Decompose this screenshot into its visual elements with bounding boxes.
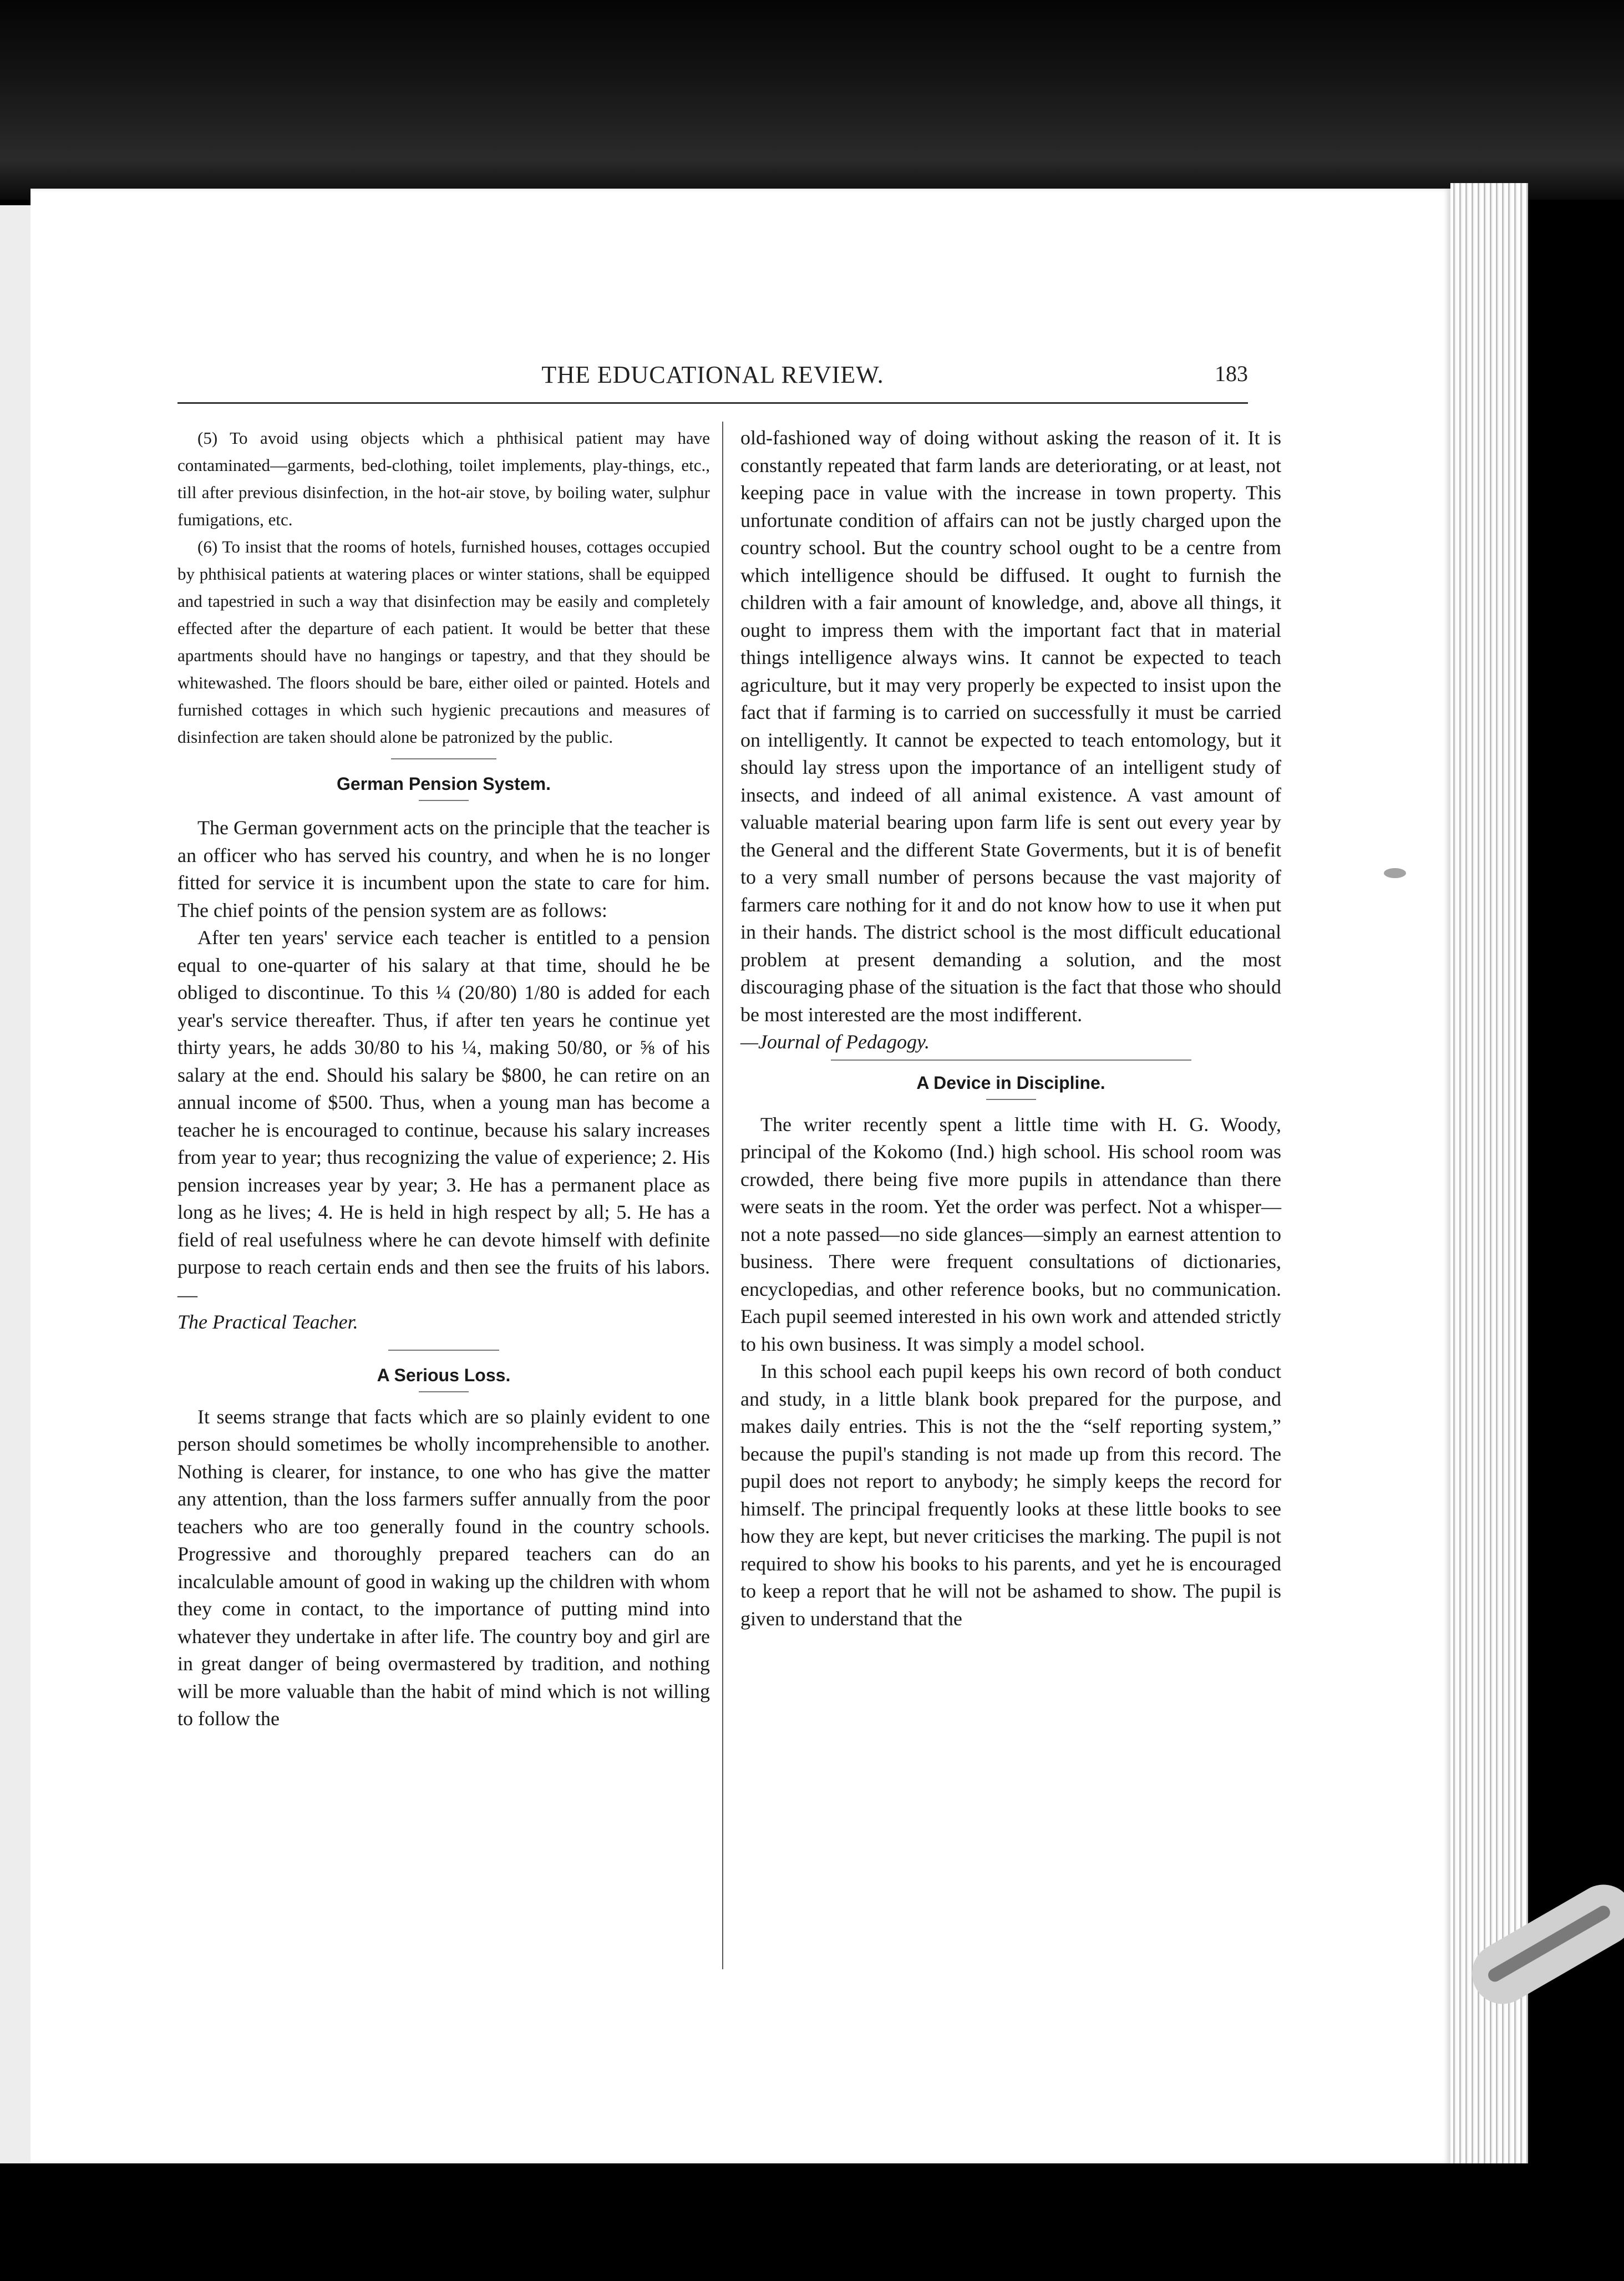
device-paragraph-1: The writer recently spent a little time with H. G. Woody, principal of the Kokomo (Ind.) high school. His school room was crowded, there being five more pupils in attendance than there were seats in the room. Yet the order was perfect. Not a whisper—not a note passed—no side glances—simply an earnest attention to business. There were frequent consultations of dictionaries, encyclopedias, and other reference books, but no communication. Each pupil seemed interested in his own work and attended strictly to his own business. It was simply a model school. [740, 1113, 1281, 1355]
section-rule [831, 1060, 1191, 1061]
loss-paragraph-1: It seems strange that facts which are so plainly evident to one person should sometimes be wholly incomprehensible to another. Nothing is clearer, for instance, to one who has give the matter any attention, than the loss farmers suffer annually from the poor teachers who are too generally found in the country schools. Progressive and thoroughly prepared teachers can do an incalculable amount of good in waking up the children with whom they come in contact, to the importance of putting mind into whatever they undertake in after life. The country boy and girl are in great danger of being overmastered by tradition, and nothing will be more valuable than the habit of mind which is not willing to follow the [177, 1405, 710, 1730]
running-header [177, 361, 1248, 394]
heading-underline [986, 1099, 1036, 1100]
paragraph-5: (5) To avoid using objects which a phthisical patient may have contaminated—garments, bed-clothing, toilet implements, play-things, etc., till after previous disinfection, in the hot-air stove, by boiling water, sulphur fumigations, etc. [177, 428, 710, 529]
loss-paragraph-2: old-fashioned way of doing without asking the reason of it. It is constantly repeated that farm lands are deteriorating, or at least, not keeping pace in value with the increase in town property. This unfortunate condition of affairs can not be justly charged upon the country school. But the country school ought to be a centre from which intelligence should be diffused. It ought to furnish the children with a fair amount of knowledge, and, above all things, it ought to impress them with the important fact that in material things intelligence always wins. It cannot be expected to teach agriculture, but it may very properly be expected to insist upon the fact that if farming is to carried on successfully it must be carried on intelligently. It cannot be expected to teach entomology, but it should lay stress upon the importance of an intelligent study of insects, and indeed of all animal existence. A vast amount of valuable material bearing upon farm life is sent out every year by the General and the different State Goverments, but it is of benefit to a very small number of persons because the vast majority of farmers care nothing for it and do not know how to use it when put in their hands. The district school is the most difficult educational problem at present demanding a solution, and the most discouraging phase of the situation is the fact that those who should be most interested are the most indifferent. [740, 427, 1281, 1026]
heading-serious-loss: A Serious Loss. [377, 1365, 511, 1385]
header-rule [177, 402, 1248, 404]
heading-underline [419, 1391, 469, 1392]
facing-page-edge [0, 205, 31, 2163]
left-column [177, 424, 710, 1733]
section-rule [391, 758, 496, 759]
device-paragraph-2: In this school each pupil keeps his own record of both conduct and study, in a little blank book prepared for the purpose, and makes daily entries. This is not the the “self reporting system,” because the pupil's standing is not made up from this record. The pupil does not report to anybody; he simply keeps the record for himself. The principal frequently looks at these little books to see how they are kept, but never criticises the marking. The pupil is not required to show his books to his parents, and yet he is encouraged to keep a report that he will not be ashamed to show. The pupil is given to understand that the [740, 1360, 1281, 1630]
column-divider [722, 422, 723, 1969]
loss-source: —Journal of Pedagogy. [740, 1031, 930, 1053]
page-stack-edge [1450, 183, 1528, 2163]
ink-smudge [1384, 868, 1406, 878]
journal-title: THE EDUCATIONAL REVIEW. [541, 361, 884, 388]
heading-german-pension: German Pension System. [337, 774, 551, 794]
section-rule [388, 1350, 499, 1351]
page-number: 183 [1215, 361, 1248, 386]
german-source: The Practical Teacher. [177, 1311, 358, 1333]
german-paragraph-2: After ten years' service each teacher is entitled to a pension equal to one-quarter of his salary at that time, should he be obliged to discontinue. To this ¼ (20/80) 1/80 is added for each year's service thereafter. Thus, if after ten years he continue yet thirty years, he adds 30/80 to his ¼, making 50/80, or ⅝ of his salary at the end. Should his salary be $800, he can retire on an annual income of $500. Thus, when a young man has become a teacher he is encouraged to continue, because his salary increases from year to year; thus recognizing the value of experience; 2. His pension increases year by year; 3. He has a permanent place as long as he lives; 4. He is held in high respect by all; 5. He has a field of real usefulness where he can devote himself with definite purpose to reach certain ends and then see the fruits of his labors.— [177, 926, 710, 1306]
right-column [740, 424, 1281, 1633]
paragraph-6: (6) To insist that the rooms of hotels, furnished houses, cottages occupied by phthisical patients at watering places or winter stations, shall be equipped and tapestried in such a way that disinfection may be easily and completely effected after the departure of each patient. It would be better that these apartments should have no hangings or tapestry, and that they should be whitewashed. The floors should be bare, either oiled or painted. Hotels and furnished cottages in which such hygienic precautions and measures of disinfection are taken should alone be patronized by the public. [177, 537, 710, 747]
heading-device-discipline: A Device in Discipline. [916, 1072, 1105, 1093]
heading-underline [419, 800, 469, 801]
german-paragraph-1: The German government acts on the principle that the teacher is an officer who has served his country, and when he is no longer fitted for service it is incumbent upon the state to care for him. The chief points of the pension system are as follows: [177, 817, 710, 921]
scan-shadow [0, 0, 1624, 200]
